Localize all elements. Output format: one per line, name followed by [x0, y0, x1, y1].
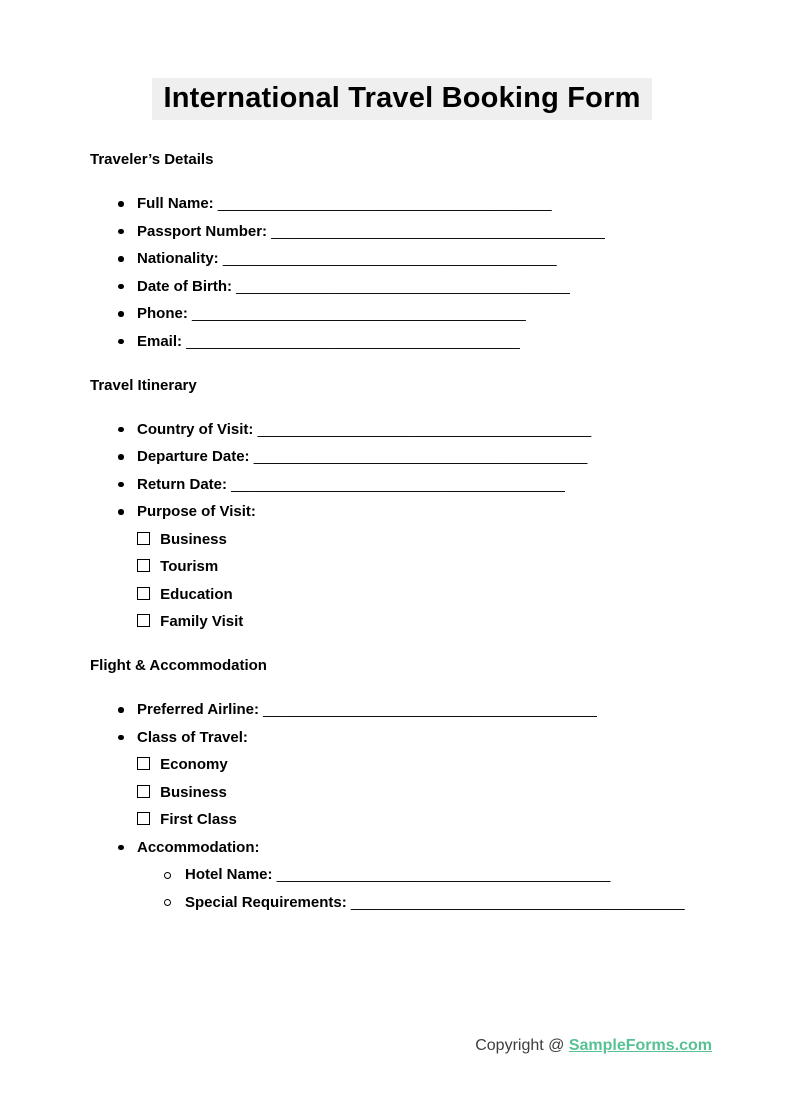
document-page [0, 78, 804, 916]
field-label: Nationality: [137, 250, 219, 267]
checkbox-label: Business [160, 530, 227, 548]
purpose-of-visit-options [90, 526, 714, 636]
label-row-class-of-travel [90, 724, 714, 752]
field-label: Passport Number: [137, 222, 268, 240]
checkbox-label: Family Visit [160, 613, 244, 630]
checkbox-icon[interactable] [137, 587, 150, 600]
page-title: International Travel Booking Form [152, 78, 651, 120]
field-label: Departure Date: [137, 448, 250, 465]
fill-in-blank[interactable]: ________________________________________ [253, 448, 588, 465]
field-row-full-name [90, 190, 714, 218]
checkbox-label: Business [160, 783, 227, 801]
bullet-icon [118, 256, 124, 262]
field-label: Class of Travel: [137, 728, 248, 746]
checkbox-option-education[interactable] [90, 581, 714, 609]
field-row-passport-number [90, 218, 714, 246]
fill-in-blank[interactable]: ________________________________________ [236, 277, 570, 295]
checkbox-label: Education [160, 585, 233, 603]
section-travelers-details [90, 146, 714, 355]
field-label: Special Requirements: [185, 893, 347, 911]
field-row-special-requirements [90, 889, 714, 917]
fill-in-blank[interactable]: ________________________________________ [231, 475, 565, 493]
fill-in-blank[interactable]: ________________________________________ [222, 250, 557, 267]
section-travel-itinerary [90, 372, 714, 636]
checkbox-option-tourism[interactable] [90, 553, 714, 581]
field-label: Return Date: [137, 475, 228, 493]
sampleforms-link[interactable]: SampleForms.com [568, 1037, 712, 1054]
class-of-travel-options [90, 751, 714, 834]
field-label: Country of Visit: [137, 420, 254, 438]
field-label: Accommodation: [137, 838, 260, 856]
title-wrap [90, 78, 714, 120]
fill-in-blank[interactable]: ________________________________________ [192, 305, 526, 322]
bullet-icon [118, 339, 124, 345]
bullet-icon [118, 707, 124, 713]
checkbox-option-first-class[interactable] [90, 806, 714, 834]
field-label: Date of Birth: [137, 277, 232, 295]
checkbox-option-business[interactable] [90, 526, 714, 554]
fill-in-blank[interactable]: ________________________________________ [263, 701, 597, 718]
section-heading: Flight & Accommodation [90, 657, 267, 674]
fill-in-blank[interactable]: ________________________________________ [257, 420, 592, 438]
fill-in-blank[interactable]: ________________________________________ [350, 893, 685, 911]
checkbox-option-business-class[interactable] [90, 779, 714, 807]
section-heading: Travel Itinerary [90, 376, 197, 394]
field-row-nationality [90, 245, 714, 273]
footer [475, 1037, 712, 1055]
field-row-hotel-name [90, 861, 714, 889]
bullet-icon [118, 845, 124, 851]
section-flight-accommodation [90, 652, 714, 916]
checkbox-option-family-visit[interactable] [90, 608, 714, 636]
field-label: Purpose of Visit: [137, 503, 256, 520]
checkbox-icon[interactable] [137, 559, 150, 572]
label-row-purpose-of-visit [90, 498, 714, 526]
section-heading: Traveler’s Details [90, 151, 214, 168]
bullet-icon [118, 284, 124, 290]
bullet-icon [118, 454, 124, 460]
fill-in-blank[interactable]: ________________________________________ [271, 222, 605, 240]
copyright-text: Copyright @ [475, 1037, 565, 1054]
checkbox-icon[interactable] [137, 785, 150, 798]
field-label: Full Name: [137, 195, 214, 212]
bullet-icon [118, 229, 124, 235]
field-row-country-of-visit [90, 416, 714, 444]
field-row-return-date [90, 471, 714, 499]
checkbox-label: Tourism [160, 558, 219, 575]
checkbox-icon[interactable] [137, 812, 150, 825]
bullet-icon [118, 482, 124, 488]
bullet-icon [118, 311, 124, 317]
bullet-icon [118, 427, 124, 433]
fill-in-blank[interactable]: ________________________________________ [276, 866, 611, 883]
checkbox-label: First Class [160, 811, 237, 828]
field-row-date-of-birth [90, 273, 714, 301]
bullet-icon [118, 735, 124, 741]
field-label: Preferred Airline: [137, 701, 259, 718]
circle-bullet-icon [164, 872, 171, 879]
checkbox-icon[interactable] [137, 614, 150, 627]
field-row-preferred-airline [90, 696, 714, 724]
bullet-icon [118, 201, 124, 207]
field-label: Phone: [137, 305, 188, 322]
circle-bullet-icon [164, 899, 171, 906]
fill-in-blank[interactable]: ________________________________________ [217, 195, 552, 212]
field-label: Email: [137, 332, 183, 350]
field-row-departure-date [90, 443, 714, 471]
field-row-phone [90, 300, 714, 328]
field-row-email [90, 328, 714, 356]
label-row-accommodation [90, 834, 714, 862]
bullet-icon [118, 509, 124, 515]
field-label: Hotel Name: [185, 866, 273, 883]
checkbox-label: Economy [160, 756, 228, 773]
fill-in-blank[interactable]: ________________________________________ [186, 332, 520, 350]
checkbox-icon[interactable] [137, 757, 150, 770]
checkbox-icon[interactable] [137, 532, 150, 545]
checkbox-option-economy[interactable] [90, 751, 714, 779]
